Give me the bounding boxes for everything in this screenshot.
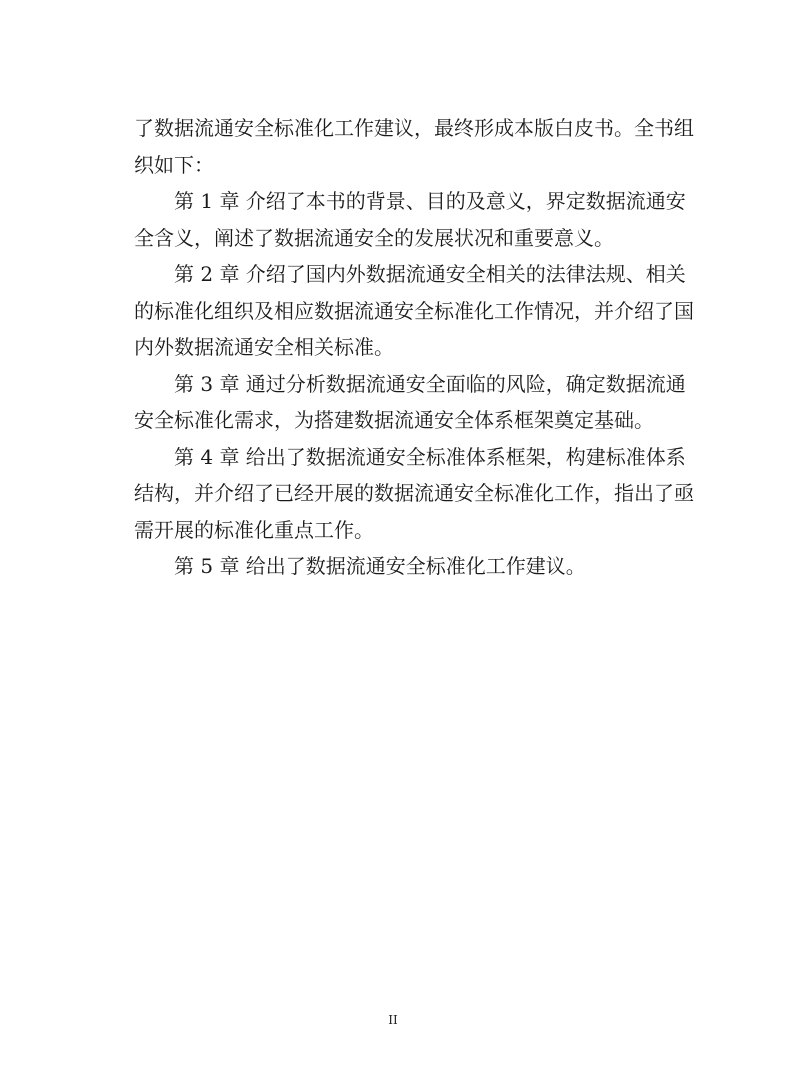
body-text <box>134 110 694 585</box>
text-line: 结构，并介绍了已经开展的数据流通安全标准化工作，指出了亟 <box>134 481 694 505</box>
paragraph-chapter-3 <box>134 366 686 439</box>
text-line: 需开展的标准化重点工作。 <box>134 517 374 542</box>
paragraph-chapter-2 <box>134 256 694 366</box>
paragraph-chapter-1 <box>134 183 686 256</box>
text-line: 全含义，阐述了数据流通安全的发展状况和重要意义。 <box>134 225 614 250</box>
text-line: 的标准化组织及相应数据流通安全标准化工作情况，并介绍了国 <box>134 298 694 323</box>
text-line: 内外数据流通安全相关标准。 <box>134 335 394 359</box>
text-line: 第 2 章 介绍了国内外数据流通安全相关的法律法规、相关 <box>174 262 686 286</box>
paragraph-chapter-4 <box>134 439 694 549</box>
text-line: 第 5 章 给出了数据流通安全标准化工作建议。 <box>174 554 586 578</box>
paragraph-chapter-5 <box>134 548 664 585</box>
text-line: 第 4 章 给出了数据流通安全标准体系框架，构建标准体系 <box>174 444 686 469</box>
text-line: 了数据流通安全标准化工作建议，最终形成本版白皮书。全书组 <box>134 116 694 140</box>
paragraph-intro-continuation <box>134 110 694 183</box>
text-line: 安全标准化需求，为搭建数据流通安全体系框架奠定基础。 <box>134 408 654 432</box>
page-number: II <box>388 1013 398 1027</box>
text-line: 织如下： <box>134 152 214 177</box>
text-line: 第 1 章 介绍了本书的背景、目的及意义，界定数据流通安 <box>174 189 686 213</box>
text-line: 第 3 章 通过分析数据流通安全面临的风险，确定数据流通 <box>174 371 686 396</box>
